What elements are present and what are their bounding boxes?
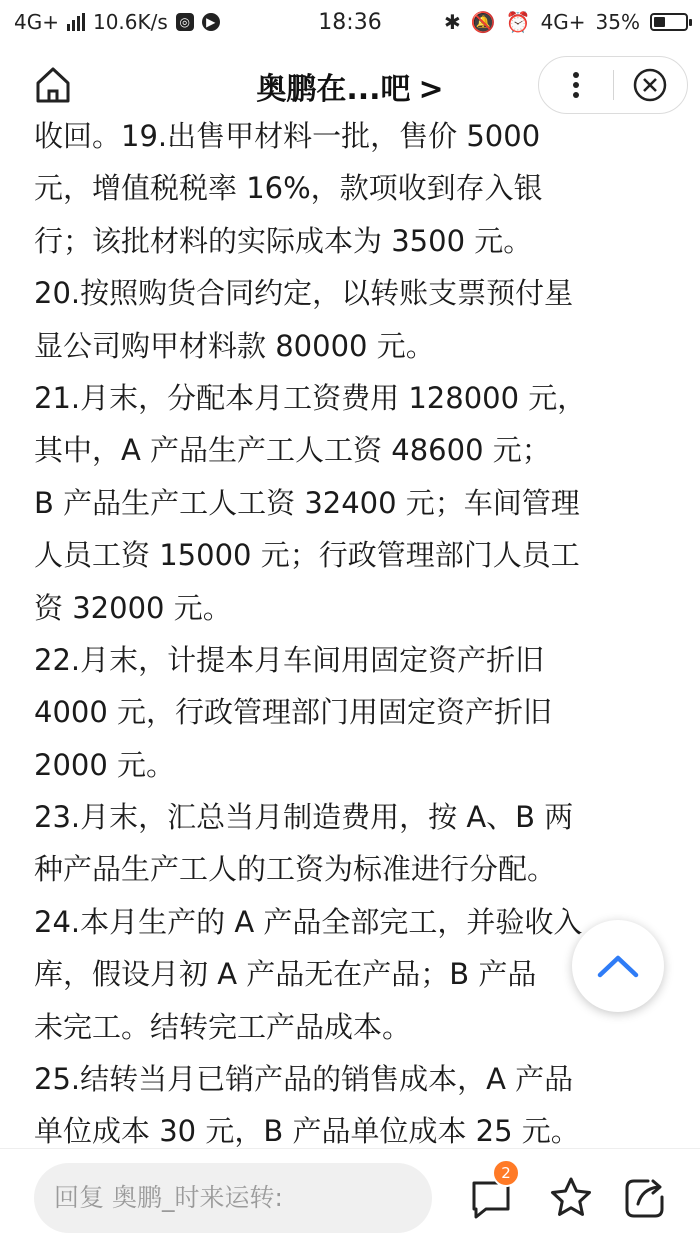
header xyxy=(0,48,700,118)
close-circle-icon xyxy=(629,65,671,105)
star-icon xyxy=(544,1171,598,1225)
favorite-button[interactable] xyxy=(544,1171,598,1225)
more-button[interactable] xyxy=(555,65,597,105)
content-line: 25.结转当月已销产品的销售成本，A 产品 xyxy=(34,1062,574,1097)
content-line: 2000 元。 xyxy=(34,747,176,782)
content-line: 人员工资 15000 元；行政管理部门人员工 xyxy=(34,538,580,573)
mute-icon: 🔕 xyxy=(470,10,496,34)
close-button[interactable] xyxy=(629,65,671,105)
status-right xyxy=(444,10,688,34)
bottom-bar xyxy=(0,1148,700,1245)
network-type: 4G+ xyxy=(14,10,59,34)
battery-icon xyxy=(650,13,688,31)
content-line: 其中，A 产品生产工人工资 48600 元； xyxy=(34,433,551,468)
comment-count-badge: 2 xyxy=(492,1159,520,1187)
network-type-right: 4G+ xyxy=(540,10,586,34)
content-line: 库，假设月初 A 产品无在产品；B 产品 xyxy=(34,957,537,992)
content-line: 20.按照购货合同约定，以转账支票预付星 xyxy=(34,276,574,311)
app-notification-icon: ◎ xyxy=(176,13,194,31)
content-line: 行；该批材料的实际成本为 3500 元。 xyxy=(34,223,533,258)
post-content xyxy=(34,110,664,1150)
reply-input[interactable]: 回复 奥鹏_时来运转: xyxy=(34,1163,432,1233)
forum-name: 奥鹏在...吧 xyxy=(256,72,411,107)
capsule-divider xyxy=(613,70,614,100)
content-line: 22.月末，计提本月车间用固定资产折旧 xyxy=(34,642,545,677)
chevron-right-icon: > xyxy=(418,72,444,107)
network-speed: 10.6K/s xyxy=(92,10,168,34)
content-line: 21.月末，分配本月工资费用 128000 元， xyxy=(34,380,587,415)
content-line: 元，增值税税率 16%，款项收到存入银 xyxy=(34,171,543,206)
content-line: 资 32000 元。 xyxy=(34,590,232,625)
mini-program-capsule xyxy=(538,56,688,114)
content-line: 23.月末，汇总当月制造费用，按 A、B 两 xyxy=(34,800,574,835)
scroll-to-top-button[interactable] xyxy=(572,920,664,1012)
chevron-up-icon xyxy=(594,951,642,981)
battery-percent: 35% xyxy=(595,10,640,34)
content-line: 种产品生产工人的工资为标准进行分配。 xyxy=(34,852,557,887)
content-line: B 产品生产工人工资 32400 元；车间管理 xyxy=(34,485,580,520)
more-vertical-icon xyxy=(555,65,597,105)
video-notification-icon: ▶ xyxy=(202,13,220,31)
content-line: 24.本月生产的 A 产品全部完工，并验收入 xyxy=(34,904,583,939)
clock: 18:36 xyxy=(318,10,382,35)
bluetooth-icon: ✱ xyxy=(443,10,461,34)
content-line: 收回。19.出售甲材料一批，售价 5000 xyxy=(34,119,541,153)
content-line: 显公司购甲材料款 80000 元。 xyxy=(34,328,435,363)
alarm-icon: ⏰ xyxy=(505,10,531,34)
content-line: 单位成本 30 元，B 产品单位成本 25 元。 xyxy=(34,1114,580,1149)
content-line: 4000 元，行政管理部门用固定资产折旧 xyxy=(34,695,553,730)
share-icon xyxy=(618,1171,672,1225)
status-bar xyxy=(0,0,700,48)
battery-fill xyxy=(654,17,665,27)
content-line: 未完工。结转完工产品成本。 xyxy=(34,1009,412,1044)
share-button[interactable] xyxy=(618,1171,672,1225)
